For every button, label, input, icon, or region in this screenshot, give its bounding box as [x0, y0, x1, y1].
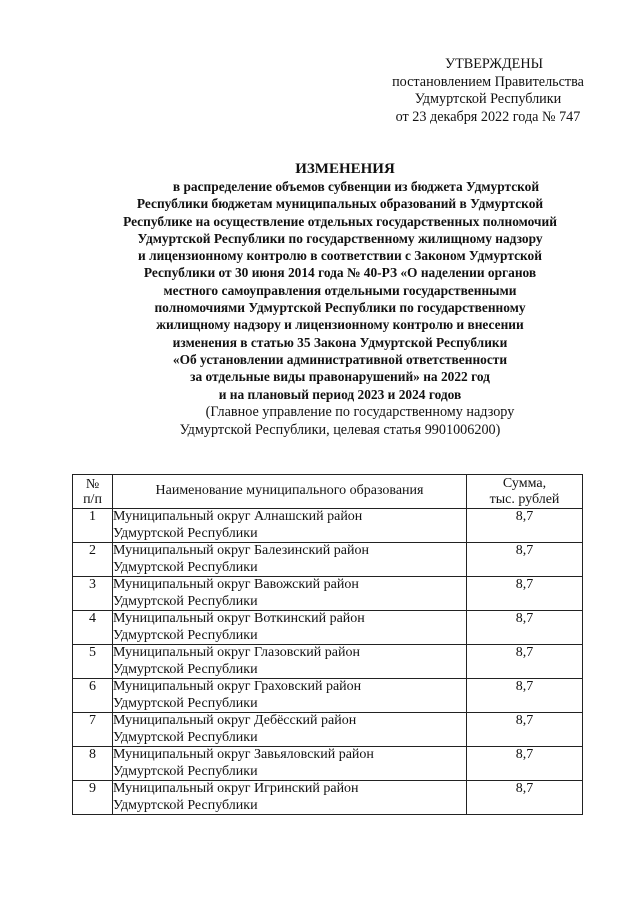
- approval-line: от 23 декабря 2022 года № 747: [395, 108, 581, 125]
- row-name-line: Удмуртской Республики: [113, 797, 258, 813]
- row-name-line: Муниципальный округ Алнашский район: [113, 509, 363, 524]
- row-sum: 8,7: [467, 713, 583, 747]
- approval-line: Удмуртской Республики: [414, 91, 562, 107]
- subtitle-line: Удмуртской Республики, целевая статья 9901006200): [179, 422, 501, 439]
- row-sum: 8,7: [467, 645, 583, 679]
- row-name-line: Муниципальный округ Завьяловский район: [113, 747, 374, 762]
- row-name-line: Удмуртской Республики: [113, 763, 258, 779]
- table-row: [73, 747, 583, 781]
- title-line: полномочиями Удмуртской Республики по государственному: [154, 300, 526, 316]
- row-number: 2: [73, 543, 113, 577]
- table-row: [73, 679, 583, 713]
- row-name-line: Муниципальный округ Балезинский район: [113, 543, 369, 558]
- header-name: Наименование муниципального образования: [113, 475, 467, 509]
- table-row: [73, 577, 583, 611]
- row-number: 4: [73, 611, 113, 645]
- row-name-line: Муниципальный округ Глазовский район: [113, 645, 360, 660]
- row-name: [113, 679, 467, 713]
- row-name: [113, 747, 467, 781]
- row-sum: 8,7: [467, 781, 583, 815]
- row-name: [113, 509, 467, 543]
- title-line: местного самоуправления отдельными государственными: [163, 282, 517, 298]
- header-number: [73, 475, 113, 509]
- row-name: [113, 645, 467, 679]
- title-line: и лицензионному контролю в соответствии с Законом Удмуртской: [138, 248, 542, 264]
- row-name-line: Муниципальный округ Дебёсский район: [113, 713, 357, 728]
- approval-line: постановлением Правительства: [392, 73, 584, 90]
- row-sum: 8,7: [467, 543, 583, 577]
- document-heading: ИЗМЕНЕНИЯ: [295, 161, 395, 177]
- row-name-line: Муниципальный округ Воткинский район: [113, 611, 365, 626]
- title-line: Республики от 30 июня 2014 года № 40-РЗ «О наделении органов: [143, 265, 537, 281]
- row-number: 3: [73, 577, 113, 611]
- row-number: 8: [73, 747, 113, 781]
- row-name-line: Удмуртской Республики: [113, 627, 258, 643]
- header-number-symbol: №: [85, 476, 100, 492]
- table-row: [73, 713, 583, 747]
- table-row: [73, 509, 583, 543]
- row-name-line: Удмуртской Республики: [113, 661, 258, 677]
- table-row: [73, 645, 583, 679]
- row-name-line: Муниципальный округ Игринский район: [113, 781, 359, 796]
- title-line: Республике на осуществление отдельных государственных полномочий: [123, 213, 557, 229]
- row-name-line: Удмуртской Республики: [113, 695, 258, 711]
- row-name-line: Муниципальный округ Вавожский район: [113, 577, 359, 592]
- row-name-line: Удмуртской Республики: [113, 559, 258, 575]
- subvention-table: [72, 474, 583, 815]
- row-name: [113, 781, 467, 815]
- header-sum-label: Сумма,: [502, 475, 547, 491]
- title-line: за отдельные виды правонарушений» на 2022 год: [190, 369, 490, 385]
- title-line: Удмуртской Республики по государственному жилищному надзору: [137, 230, 543, 246]
- title-line: Республики бюджетам муниципальных образований в Удмуртской: [136, 196, 544, 212]
- row-sum: 8,7: [467, 679, 583, 713]
- row-name-line: Удмуртской Республики: [113, 593, 258, 609]
- table-row: [73, 781, 583, 815]
- row-sum: 8,7: [467, 509, 583, 543]
- row-sum: 8,7: [467, 577, 583, 611]
- title-line: жилищному надзору и лицензионному контролю и внесении: [156, 317, 524, 333]
- row-number: 7: [73, 713, 113, 747]
- subtitle-line: (Главное управление по государственному надзору: [205, 403, 515, 420]
- row-name-line: Удмуртской Республики: [113, 525, 258, 541]
- title-line: и на плановый период 2023 и 2024 годов: [218, 386, 462, 402]
- title-line: в распределение объемов субвенции из бюджета Удмуртской: [172, 179, 540, 194]
- title-line: «Об установлении административной ответственности: [172, 351, 508, 367]
- row-name: [113, 577, 467, 611]
- header-sum: [467, 475, 583, 509]
- row-name: [113, 611, 467, 645]
- table-row: [73, 611, 583, 645]
- header-sum-unit: тыс. рублей: [489, 491, 560, 507]
- table-row: [73, 543, 583, 577]
- header-number-abbr: п/п: [83, 491, 102, 507]
- table-header-row: [73, 475, 583, 509]
- document-title-block: [84, 160, 596, 440]
- row-number: 9: [73, 781, 113, 815]
- row-number: 1: [73, 509, 113, 543]
- row-sum: 8,7: [467, 747, 583, 781]
- row-number: 5: [73, 645, 113, 679]
- approval-line: УТВЕРЖДЕНЫ: [445, 56, 543, 72]
- row-name-line: Удмуртской Республики: [113, 729, 258, 745]
- row-name: [113, 543, 467, 577]
- row-name-line: Муниципальный округ Граховский район: [113, 679, 362, 694]
- title-line: изменения в статью 35 Закона Удмуртской Республики: [172, 334, 508, 350]
- row-sum: 8,7: [467, 611, 583, 645]
- approval-stamp: [368, 56, 608, 126]
- row-name: [113, 713, 467, 747]
- row-number: 6: [73, 679, 113, 713]
